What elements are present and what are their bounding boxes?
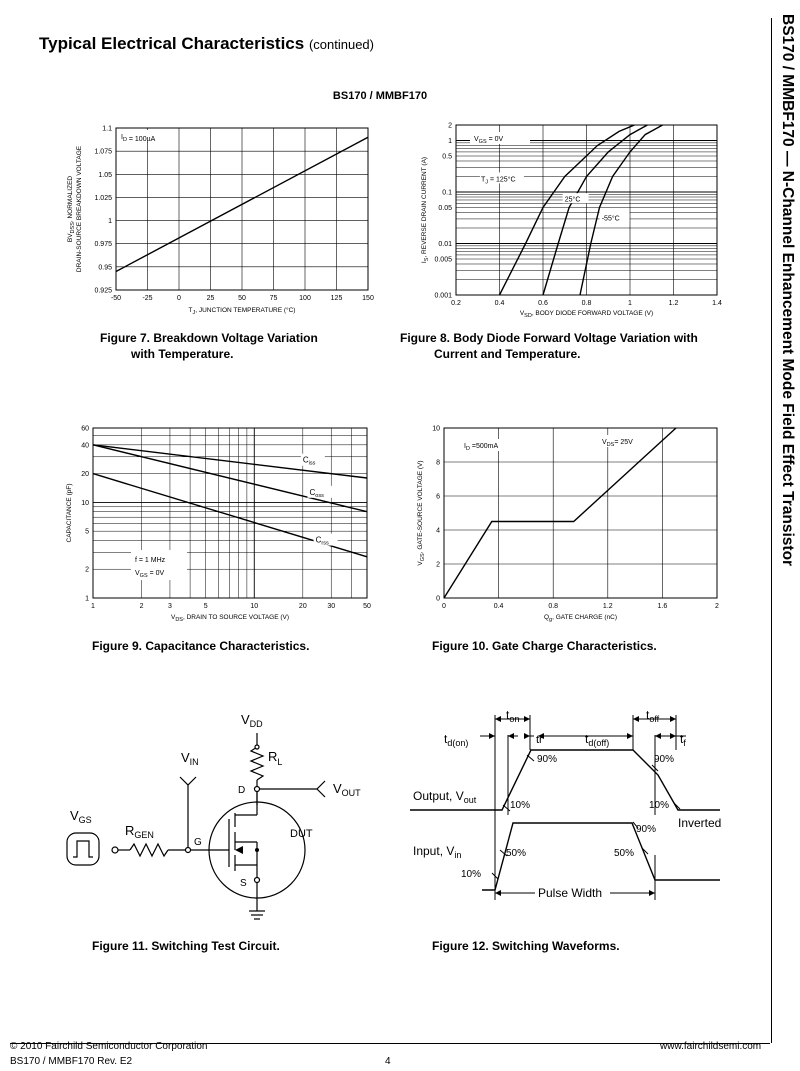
x-tick-label: 0.4	[493, 603, 504, 610]
fig8-y-axis-label: $I_S$, REVERSE DRAIN CURRENT (A)	[421, 156, 430, 264]
tf-sub: f	[683, 738, 686, 748]
svg-text:VIN	[181, 750, 199, 767]
fig7-caption-line2: with Temperature.	[131, 347, 234, 361]
device-subtitle: BS170 / MMBF170	[332, 90, 428, 102]
x-tick-label: 125	[330, 295, 343, 302]
svg-text:RGEN	[125, 823, 154, 840]
vgs-label: V	[70, 808, 79, 823]
y-tick-label: 1	[85, 595, 89, 603]
x-tick-label: 1.4	[712, 300, 722, 307]
pulse-width-label: Pulse Width	[538, 886, 603, 900]
rl-label: R	[268, 749, 278, 764]
input-sub: in	[454, 850, 462, 860]
fig8-series-0	[500, 125, 635, 295]
plot-frame	[444, 428, 717, 598]
fig10-caption: Figure 10. Gate Charge Characteristics.	[432, 639, 657, 653]
y-tick-label: 6	[436, 493, 440, 501]
vout-sub: OUT	[341, 788, 361, 798]
rl-sub: L	[277, 757, 283, 767]
fig12-caption: Figure 12. Switching Waveforms.	[432, 939, 620, 953]
fig7-y-axis-label-2: DRAIN-SOURCE BREAKDOWN VOLTAGE	[76, 145, 83, 273]
tr-label: tr	[536, 734, 543, 746]
x-tick-label: 100	[299, 295, 311, 302]
y-tick-label: 0.005	[434, 256, 452, 264]
fig8-annotation: $V_{GS} = 0V$	[474, 136, 504, 145]
y-tick-label: 1	[448, 138, 452, 146]
svg-text:td(on)	[444, 732, 468, 748]
tdon-label: t	[444, 732, 448, 746]
fig12-switching-waveforms	[410, 705, 750, 930]
tdoff-sub: d(off)	[588, 738, 610, 748]
y-tick-label: 0.001	[434, 292, 452, 300]
svg-text:td(off)	[585, 732, 609, 748]
y-tick-label: 2	[85, 566, 89, 574]
x-tick-label: 0.8	[548, 603, 559, 610]
x-tick-label: 0	[442, 603, 446, 610]
fig9-caption: Figure 9. Capacitance Characteristics.	[92, 639, 310, 653]
fig9-y-axis-label: CAPACITANCE (pF)	[66, 483, 73, 543]
pct-90-rise: 90%	[537, 754, 558, 765]
y-tick-label: 0.01	[438, 241, 452, 249]
y-tick-label: 2	[436, 561, 440, 569]
vout-label: V	[333, 781, 342, 796]
x-tick-label: 10	[250, 603, 259, 610]
y-tick-label: 1.05	[98, 171, 112, 179]
y-tick-label: 20	[81, 471, 89, 479]
footer-page-number: 4	[385, 1056, 391, 1067]
x-tick-label: 0.2	[451, 300, 461, 307]
input-label: Input, V	[413, 844, 455, 858]
pct-90-input: 90%	[636, 824, 657, 835]
svg-text:tf	[680, 732, 686, 748]
x-tick-label: 1.2	[668, 300, 679, 307]
y-tick-label: 2	[448, 122, 452, 130]
footer-website: www.fairchildsemi.com	[660, 1041, 762, 1052]
x-tick-label: 5	[203, 603, 208, 610]
pct-10-fall: 10%	[649, 800, 670, 811]
fig9-x-axis-label: $V_{DS}$, DRAIN TO SOURCE VOLTAGE (V)	[170, 614, 290, 623]
pct-10-rise: 10%	[510, 800, 531, 811]
footer-revision: BS170 / MMBF170 Rev. E2	[10, 1056, 133, 1067]
y-tick-label: 8	[436, 459, 440, 467]
y-tick-label: 10	[81, 499, 89, 507]
fig9-series-label-iss: $C_{iss}$	[302, 455, 316, 467]
x-tick-label: 0	[177, 295, 181, 302]
x-tick-label: 3	[167, 603, 172, 610]
fig10-y-axis-label: $V_{GS}$, GATE-SOURCE VOLTAGE (V)	[417, 460, 426, 566]
y-tick-label: 0.95	[98, 264, 112, 272]
fig9-annotation-vgs: $V_{GS} = 0V$	[135, 570, 165, 579]
fig8-caption-line2: Current and Temperature.	[434, 347, 581, 361]
drain-label: D	[238, 785, 246, 796]
fig9-annotation-freq: f = 1 MHz	[135, 557, 166, 564]
svg-text:Input, Vin	[413, 844, 461, 860]
fig7-x-axis-label: $T_J$, JUNCTION TEMPERATURE (°C)	[188, 307, 296, 316]
x-tick-label: 50	[363, 603, 371, 610]
x-tick-label: 150	[362, 295, 374, 302]
x-tick-label: 0.6	[538, 300, 548, 307]
y-tick-label: 10	[432, 425, 440, 433]
fig9-capacitance-chart	[60, 415, 390, 625]
pct-50-fall: 50%	[614, 848, 635, 859]
svg-text:toff	[646, 708, 660, 724]
fig11-caption: Figure 11. Switching Test Circuit.	[92, 939, 280, 953]
y-tick-label: 0.05	[438, 205, 452, 213]
gate-label: G	[194, 837, 202, 848]
vin-sub: IN	[189, 757, 199, 767]
svg-text:VGS	[70, 808, 92, 825]
side-divider	[771, 18, 772, 1043]
pct-50-rise: 50%	[506, 848, 527, 859]
fig9-series-label-oss: $C_{oss}$	[309, 487, 324, 499]
fig7-annotation: $I_D = 100\mu A$	[121, 134, 156, 143]
page-title	[39, 34, 374, 54]
x-tick-label: 0.4	[494, 300, 505, 307]
vgs-sub: GS	[78, 815, 92, 825]
svg-text:ton	[506, 708, 519, 724]
fig8-series-label-25c: 25°C	[564, 196, 581, 204]
y-tick-label: 1.1	[102, 125, 112, 133]
fig10-annotation: $I_D =500mA$	[464, 443, 499, 452]
source-label: S	[240, 878, 247, 889]
fig8-body-diode-chart	[410, 110, 730, 320]
fig7-breakdown-voltage-chart	[60, 110, 390, 320]
vdd-sub: DD	[249, 719, 263, 729]
fig10-gate-charge-chart	[410, 415, 730, 625]
dut-label: DUT	[290, 828, 313, 840]
fig7-y-axis-label-1: $BV_{DSS}$, NORMALIZED	[67, 175, 76, 243]
x-tick-label: 75	[269, 295, 278, 302]
tdon-sub: d(on)	[447, 738, 469, 748]
y-tick-label: 1.075	[94, 148, 112, 156]
fig10-series-line	[444, 428, 676, 598]
side-title	[776, 14, 796, 1044]
side-title-text: BS170 / MMBF170 — N-Channel Enhancement Mode Field Effect Transistor	[779, 14, 796, 567]
toff-label: t	[646, 708, 650, 722]
pct-10-input: 10%	[461, 869, 482, 880]
inverted-label: Inverted	[678, 816, 722, 830]
page-title-continued: (continued)	[308, 37, 374, 52]
fig9-series-iss	[93, 445, 367, 478]
y-tick-label: 1	[108, 218, 112, 226]
fig9-series-label-rss: $C_{rss}$	[315, 535, 329, 547]
svg-text:Output, Vout	[413, 789, 477, 805]
fig8-series-label-minus55c: -55°C	[601, 215, 620, 223]
y-tick-label: 5	[85, 528, 89, 536]
fig8-caption-line1: Figure 8. Body Diode Forward Voltage Variation with	[400, 331, 698, 345]
rgen-sub: GEN	[134, 830, 154, 840]
toff-sub: off	[649, 714, 660, 724]
pct-90-fall: 90%	[654, 754, 675, 765]
x-tick-label: 2	[139, 603, 144, 610]
y-tick-label: 0.975	[94, 241, 112, 249]
fig7-caption-line1: Figure 7. Breakdown Voltage Variation	[100, 331, 318, 345]
y-tick-label: 0	[436, 595, 440, 603]
x-tick-label: 20	[298, 603, 307, 610]
y-tick-label: 1.025	[94, 194, 112, 202]
fig7-caption	[100, 330, 318, 362]
y-tick-label: 40	[81, 442, 89, 450]
fig8-series-label-125c: $T_J = 125^\circ C$	[481, 176, 516, 186]
x-tick-label: 30	[327, 603, 336, 610]
x-tick-label: 1	[91, 603, 95, 610]
svg-text:VOUT	[333, 781, 361, 798]
fig10-x-axis-label: $Q_g$, GATE CHARGE (nC)	[543, 614, 618, 623]
x-tick-label: 0.8	[581, 300, 592, 307]
x-tick-label: -50	[110, 295, 122, 302]
y-tick-label: 0.925	[94, 287, 112, 295]
y-tick-label: 0.1	[442, 189, 452, 197]
ton-label: t	[506, 708, 510, 722]
y-tick-label: 4	[436, 527, 440, 535]
fig10-series-label: $V_{DS}= 25V$	[602, 439, 633, 448]
output-sub: out	[463, 795, 477, 805]
ton-sub: on	[509, 714, 520, 724]
x-tick-label: 1	[628, 300, 632, 307]
y-tick-label: 60	[81, 425, 89, 433]
x-tick-label: -25	[142, 295, 153, 302]
rgen-label: R	[125, 823, 135, 838]
fig8-x-axis-label: $V_{SD}$, BODY DIODE FORWARD VOLTAGE (V)	[519, 310, 654, 319]
tdoff-label: t	[585, 732, 589, 746]
svg-text:RL	[268, 749, 282, 767]
vin-label: V	[181, 750, 190, 765]
tf-label: t	[680, 732, 684, 746]
x-tick-label: 1.2	[602, 603, 613, 610]
x-tick-label: 2	[715, 603, 719, 610]
fig11-switching-test-circuit	[55, 705, 385, 930]
x-tick-label: 50	[238, 295, 246, 302]
page-title-text: Typical Electrical Characteristics	[39, 34, 305, 53]
output-label: Output, V	[413, 789, 464, 803]
svg-text:VDD	[241, 712, 263, 729]
fig9-series-oss	[93, 445, 367, 512]
vdd-label: V	[241, 712, 250, 727]
x-tick-label: 25	[206, 295, 215, 302]
x-tick-label: 1.6	[657, 603, 668, 610]
fig8-caption	[400, 330, 698, 362]
footer-copyright: © 2010 Fairchild Semiconductor Corporation	[10, 1041, 208, 1052]
y-tick-label: 0.5	[442, 153, 452, 161]
